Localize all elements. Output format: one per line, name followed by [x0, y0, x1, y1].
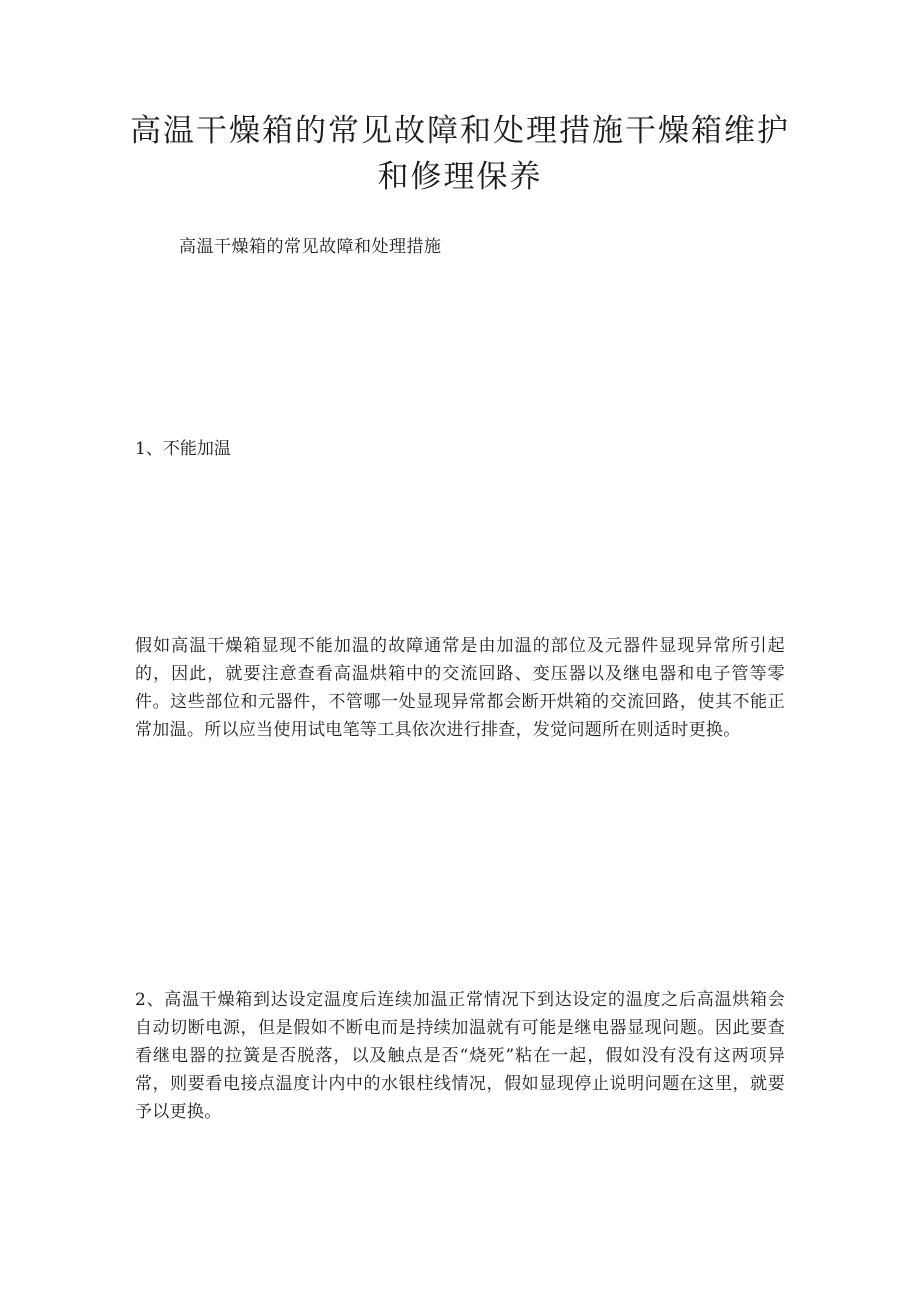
- document-subtitle: 高温干燥箱的常见故障和处理措施: [179, 237, 442, 257]
- section-paragraph-1: 假如高温干燥箱显现不能加温的故障通常是由加温的部位及元器件显现异常所引起的，因此，就要注意查看高温烘箱中的交流回路、变压器以及继电器和电子管等零件。这些部位和元器件，不管哪一处显现异常都会断开烘箱的交流回路，使其不能正常加温。所以应当使用试电笔等工具依次进行排查，发觉问题所在则适时更换。: [135, 636, 785, 740]
- section-paragraph-2: 2、高温干燥箱到达设定温度后连续加温正常情况下到达设定的温度之后高温烘箱会自动切断电源，但是假如不断电而是持续加温就有可能是继电器显现问题。因此要查看继电器的拉簧是否脱落，以及触点是否“烧死”粘在一起，假如没有没有这两项异常，则要看电接点温度计内中的水银柱线情况，假如显现停止说明问题在这里，就要予以更换。: [135, 990, 785, 1122]
- section-heading-1: 1、不能加温: [135, 439, 231, 459]
- document-title: 高温干燥箱的常见故障和处理措施干燥箱维护和修理保养: [130, 113, 790, 195]
